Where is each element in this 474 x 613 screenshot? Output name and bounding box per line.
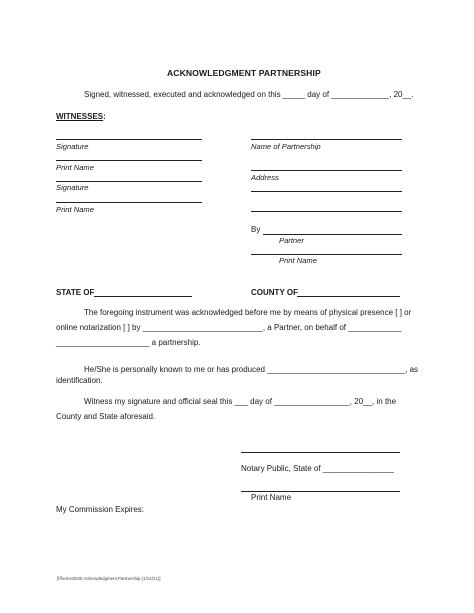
notary-signature-line[interactable] xyxy=(241,452,400,453)
paragraph-1-line-1: The foregoing instrument was acknowledged before me by means of physical presence [ ] or xyxy=(84,308,412,317)
state-of-label: STATE OF xyxy=(56,288,95,297)
paragraph-3-line-1: Witness my signature and official seal this ___ day of _________________, 20__, in the xyxy=(84,397,397,406)
paragraph-2-line-1: He/She is personally known to me or has produced _______________________________, as xyxy=(84,365,419,374)
form-footer-id: [f/formsi2020 Acknowledgment Partnership (1/14/21)] xyxy=(57,576,161,581)
paragraph-2-line-2: identification. xyxy=(56,376,103,385)
witnesses-heading xyxy=(56,112,106,121)
witness1-signature-label: Signature xyxy=(56,142,89,151)
partnership-name-line[interactable] xyxy=(251,139,402,140)
witness2-signature-line[interactable] xyxy=(56,181,202,182)
commission-expires: My Commission Expires: xyxy=(56,505,145,514)
by-label: By xyxy=(251,225,261,234)
notary-print-name-label: Print Name xyxy=(251,493,292,502)
witness1-print-name-line[interactable] xyxy=(56,160,202,161)
witness2-print-name-label: Print Name xyxy=(56,205,94,214)
notary-public-state: Notary Public, State of ________________ xyxy=(241,464,395,473)
address-line-1[interactable] xyxy=(251,170,402,171)
partnership-name-label: Name of Partnership xyxy=(251,142,321,151)
document-title: ACKNOWLEDGMENT PARTNERSHIP xyxy=(167,68,321,78)
paragraph-1-line-3: _____________________ a partnership. xyxy=(56,338,201,347)
witness1-print-name-label: Print Name xyxy=(56,163,94,172)
partner-label: Partner xyxy=(279,236,304,245)
state-of-line[interactable] xyxy=(94,296,192,297)
paragraph-1-line-2: online notarization [ ] by ___________________________, a Partner, on behalf of ____________ xyxy=(56,323,402,332)
address-label: Address xyxy=(251,173,279,182)
address-line-3[interactable] xyxy=(251,211,402,212)
witness2-signature-label: Signature xyxy=(56,183,89,192)
by-signature-line[interactable] xyxy=(263,234,402,235)
county-of-label: COUNTY OF xyxy=(251,288,298,297)
county-of-line[interactable] xyxy=(297,296,400,297)
intro-sentence: Signed, witnessed, executed and acknowledged on this _____ day of _____________, 20__. xyxy=(84,90,414,99)
witness2-print-name-line[interactable] xyxy=(56,202,202,203)
witnesses-heading-colon: : xyxy=(103,112,106,121)
address-line-2[interactable] xyxy=(251,191,402,192)
partner-print-name-label: Print Name xyxy=(279,256,317,265)
notary-print-name-line[interactable] xyxy=(241,491,400,492)
witnesses-heading-text: WITNESSES xyxy=(56,112,104,121)
partner-print-name-line[interactable] xyxy=(251,254,402,255)
witness1-signature-line[interactable] xyxy=(56,139,202,140)
paragraph-3-line-2: County and State aforesaid. xyxy=(56,412,156,421)
